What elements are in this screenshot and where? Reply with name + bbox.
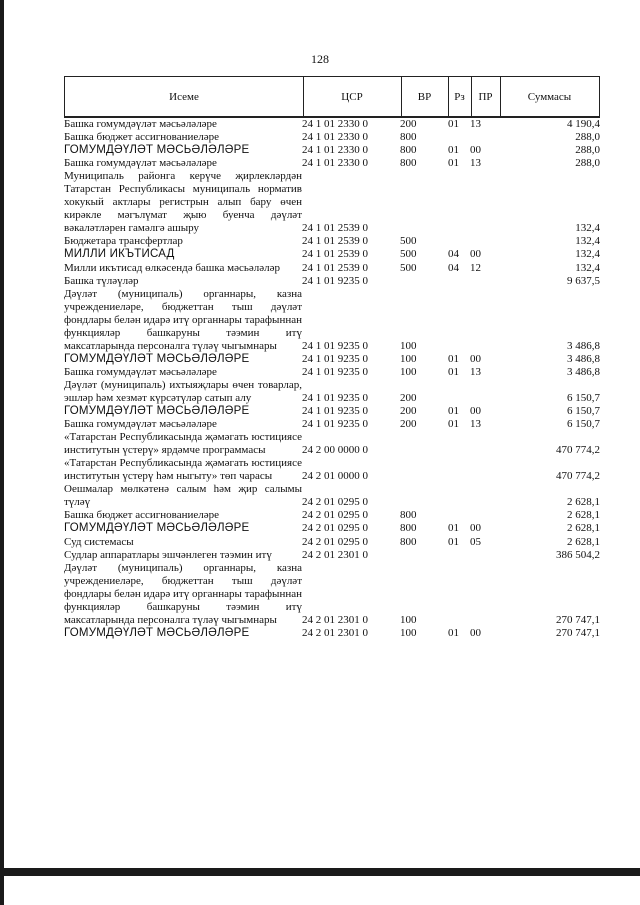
row-pr: 13 bbox=[470, 365, 481, 378]
row-vr: 100 bbox=[400, 365, 417, 378]
row-pr bbox=[470, 483, 502, 509]
row-sum: 470 774,2 bbox=[556, 444, 600, 457]
row-rz: 04 bbox=[448, 248, 459, 261]
row-rz bbox=[448, 431, 470, 457]
row-rz: 01 bbox=[448, 352, 459, 365]
table-row bbox=[64, 431, 600, 457]
row-name: Суд системасы bbox=[64, 535, 134, 548]
header-vr: ВР bbox=[417, 91, 432, 103]
row-name: Муниципаль районга керүче җирлекләрдән Татарстан Республикасы муниципаль норматив хокукый актлары регистрын алып бару өчен кирәкле мәгълүмат җыю буенча дәүләт вәкаләтләрен гамәлгә ашыру bbox=[64, 170, 302, 235]
row-sum: 132,4 bbox=[575, 261, 600, 274]
scan-edge-bottom bbox=[0, 868, 640, 876]
row-name: Башка гомумдәүләт мәсьәләләре bbox=[64, 418, 217, 431]
row-pr bbox=[470, 235, 502, 248]
row-sum: 132,4 bbox=[575, 235, 600, 248]
row-vr: 200 bbox=[400, 405, 417, 418]
row-csr: 24 1 01 2330 0 bbox=[302, 131, 368, 144]
row-name: Дәүләт (муниципаль) ихтыяҗлары өчен товарлар, эшләр һәм хезмәт күрсәтүләр сатып алу bbox=[64, 378, 302, 404]
row-name: «Татарстан Республикасында җәмәгать юстициясе институтын үстерү һәм ныгыту» төп чарасы bbox=[64, 457, 302, 483]
row-vr: 500 bbox=[400, 235, 417, 248]
row-vr: 800 bbox=[400, 157, 417, 170]
row-name: Дәүләт (муниципаль) органнары, казна учреждениеләре, бюджеттан тыш дәүләт фондлары белән идарә итү органнары тарафыннан функцияләр башкаруны тәэмин итү максатларында персоналга түләү чыгымнары bbox=[64, 287, 302, 352]
row-rz: 01 bbox=[448, 365, 459, 378]
row-vr: 200 bbox=[400, 391, 417, 404]
row-sum: 3 486,8 bbox=[567, 365, 600, 378]
table-header bbox=[64, 76, 600, 118]
row-pr: 00 bbox=[470, 626, 481, 639]
row-pr: 13 bbox=[470, 418, 481, 431]
row-vr: 500 bbox=[400, 261, 417, 274]
table-row bbox=[64, 262, 600, 275]
row-name: Бюджетара трансфертлар bbox=[64, 235, 183, 248]
table-row bbox=[64, 170, 600, 235]
table-row bbox=[64, 509, 600, 522]
row-rz bbox=[448, 562, 470, 627]
row-name: Башка гомумдәүләт мәсьәләләре bbox=[64, 157, 217, 170]
row-csr: 24 1 01 9235 0 bbox=[302, 365, 368, 378]
row-csr: 24 2 00 0000 0 bbox=[302, 444, 368, 457]
row-rz: 01 bbox=[448, 157, 459, 170]
budget-table bbox=[64, 118, 600, 640]
row-pr: 05 bbox=[470, 535, 481, 548]
header-rz: Рз bbox=[454, 91, 465, 103]
row-vr bbox=[400, 483, 448, 509]
row-sum: 270 747,1 bbox=[556, 626, 600, 639]
row-sum: 2 628,1 bbox=[567, 496, 600, 509]
row-name: Башка гомумдәүләт мәсьәләләре bbox=[64, 365, 217, 378]
row-sum: 470 774,2 bbox=[556, 470, 600, 483]
row-sum: 4 190,4 bbox=[567, 118, 600, 130]
row-pr bbox=[470, 431, 502, 457]
row-csr: 24 2 01 0000 0 bbox=[302, 470, 368, 483]
row-rz: 01 bbox=[448, 118, 459, 130]
row-pr bbox=[470, 379, 502, 405]
row-sum: 3 486,8 bbox=[567, 352, 600, 365]
row-csr: 24 1 01 9235 0 bbox=[302, 352, 368, 365]
row-csr: 24 1 01 2330 0 bbox=[302, 118, 368, 130]
row-rz bbox=[448, 483, 470, 509]
row-vr: 100 bbox=[400, 352, 417, 365]
row-rz bbox=[448, 288, 470, 353]
row-sum: 288,0 bbox=[575, 144, 600, 157]
table-row bbox=[64, 418, 600, 431]
row-vr: 500 bbox=[400, 248, 417, 261]
row-name: ГОМУМДӘҮЛӘТ МӘСЬӘЛӘЛӘРЕ bbox=[64, 522, 250, 535]
row-pr bbox=[470, 509, 502, 522]
row-name: ГОМУМДӘҮЛӘТ МӘСЬӘЛӘЛӘРЕ bbox=[64, 352, 250, 365]
row-sum: 288,0 bbox=[575, 157, 600, 170]
table-row bbox=[64, 131, 600, 144]
row-sum: 2 628,1 bbox=[567, 509, 600, 522]
row-pr: 13 bbox=[470, 118, 481, 130]
row-csr: 24 1 01 9235 0 bbox=[302, 339, 368, 352]
row-vr bbox=[400, 457, 448, 483]
table-row bbox=[64, 366, 600, 379]
table-row bbox=[64, 118, 600, 131]
row-pr: 00 bbox=[470, 522, 481, 535]
row-pr bbox=[470, 131, 502, 144]
row-vr bbox=[400, 275, 448, 288]
row-pr bbox=[470, 288, 502, 353]
row-name: Башка бюджет ассигнованиеләре bbox=[64, 131, 219, 144]
table-body bbox=[64, 118, 600, 640]
row-name: ГОМУМДӘҮЛӘТ МӘСЬӘЛӘЛӘРЕ bbox=[64, 144, 250, 157]
table-row bbox=[64, 248, 600, 261]
row-vr bbox=[400, 431, 448, 457]
row-rz bbox=[448, 275, 470, 288]
row-rz bbox=[448, 509, 470, 522]
row-rz: 01 bbox=[448, 405, 459, 418]
row-name: ГОМУМДӘҮЛӘТ МӘСЬӘЛӘЛӘРЕ bbox=[64, 626, 250, 639]
table-row bbox=[64, 275, 600, 288]
row-vr: 100 bbox=[400, 613, 417, 626]
row-sum: 2 628,1 bbox=[567, 522, 600, 535]
row-csr: 24 1 01 9235 0 bbox=[302, 418, 368, 431]
table-row bbox=[64, 405, 600, 418]
row-rz bbox=[448, 549, 470, 562]
row-rz: 01 bbox=[448, 522, 459, 535]
row-csr: 24 2 01 0295 0 bbox=[302, 496, 368, 509]
row-csr: 24 1 01 9235 0 bbox=[302, 274, 368, 287]
row-csr: 24 1 01 9235 0 bbox=[302, 405, 368, 418]
row-rz: 01 bbox=[448, 418, 459, 431]
row-pr: 00 bbox=[470, 352, 481, 365]
row-csr: 24 2 01 2301 0 bbox=[302, 626, 368, 639]
row-name: Башка түләүләр bbox=[64, 274, 139, 287]
row-csr: 24 1 01 2539 0 bbox=[302, 235, 368, 248]
row-rz bbox=[448, 457, 470, 483]
row-sum: 6 150,7 bbox=[567, 405, 600, 418]
table-row bbox=[64, 627, 600, 640]
table-row bbox=[64, 353, 600, 366]
row-csr: 24 2 01 0295 0 bbox=[302, 522, 368, 535]
row-vr bbox=[400, 549, 448, 562]
row-rz: 01 bbox=[448, 144, 459, 157]
row-csr: 24 1 01 2539 0 bbox=[302, 222, 368, 235]
row-pr: 12 bbox=[470, 261, 481, 274]
table-row bbox=[64, 536, 600, 549]
row-pr bbox=[470, 275, 502, 288]
row-name: Милли икътисад өлкәсендә башка мәсьәләләр bbox=[64, 261, 280, 274]
table-row bbox=[64, 144, 600, 157]
row-name: Башка бюджет ассигнованиеләре bbox=[64, 509, 219, 522]
table-row bbox=[64, 483, 600, 509]
header-csr: ЦСР bbox=[341, 91, 363, 103]
row-vr: 200 bbox=[400, 118, 417, 130]
row-name: Оешмалар мөлкәтенә салым һәм җир салымы түләү bbox=[64, 483, 302, 509]
row-vr: 800 bbox=[400, 535, 417, 548]
table-row bbox=[64, 522, 600, 535]
row-pr bbox=[470, 457, 502, 483]
row-sum: 9 637,5 bbox=[567, 274, 600, 287]
row-sum: 132,4 bbox=[575, 248, 600, 261]
row-name: Судлар аппаратлары эшчәнлеген тәэмин итү bbox=[64, 548, 272, 561]
header-pr: ПР bbox=[478, 91, 493, 103]
table-row bbox=[64, 157, 600, 170]
row-rz bbox=[448, 379, 470, 405]
row-sum: 270 747,1 bbox=[556, 613, 600, 626]
page-number: 128 bbox=[311, 52, 329, 66]
row-pr bbox=[470, 562, 502, 627]
row-sum: 6 150,7 bbox=[567, 391, 600, 404]
table-row bbox=[64, 457, 600, 483]
row-rz bbox=[448, 131, 470, 144]
row-pr bbox=[470, 170, 502, 235]
row-rz: 01 bbox=[448, 535, 459, 548]
row-vr bbox=[400, 170, 448, 235]
row-name: Башка гомумдәүләт мәсьәләләре bbox=[64, 118, 217, 130]
row-sum: 132,4 bbox=[575, 222, 600, 235]
scan-edge-left bbox=[0, 0, 4, 905]
table-row bbox=[64, 235, 600, 248]
row-pr: 00 bbox=[470, 405, 481, 418]
row-sum: 386 504,2 bbox=[556, 548, 600, 561]
row-name: МИЛЛИ ИКЪТИСАД bbox=[64, 248, 175, 261]
row-rz bbox=[448, 170, 470, 235]
table-row bbox=[64, 562, 600, 627]
row-rz: 01 bbox=[448, 626, 459, 639]
row-vr: 100 bbox=[400, 339, 417, 352]
table-row bbox=[64, 379, 600, 405]
row-sum: 6 150,7 bbox=[567, 418, 600, 431]
row-name: Дәүләт (муниципаль) органнары, казна учреждениеләре, бюджеттан тыш дәүләт фондлары белән идарә итү органнары тарафыннан функцияләр башкаруны тәэмин итү максатларында персоналга түләү чыгымнары bbox=[64, 561, 302, 626]
row-pr bbox=[470, 549, 502, 562]
row-sum: 2 628,1 bbox=[567, 535, 600, 548]
row-vr: 200 bbox=[400, 418, 417, 431]
row-pr: 00 bbox=[470, 248, 481, 261]
row-vr: 100 bbox=[400, 626, 417, 639]
row-csr: 24 2 01 2301 0 bbox=[302, 548, 368, 561]
row-pr: 13 bbox=[470, 157, 481, 170]
row-csr: 24 2 01 0295 0 bbox=[302, 509, 368, 522]
row-vr: 800 bbox=[400, 131, 417, 144]
row-csr: 24 1 01 2330 0 bbox=[302, 157, 368, 170]
row-rz: 04 bbox=[448, 261, 459, 274]
row-vr: 800 bbox=[400, 144, 417, 157]
row-name: «Татарстан Республикасында җәмәгать юстициясе институтын үстерү» ярдәмче программасы bbox=[64, 431, 302, 457]
row-csr: 24 1 01 9235 0 bbox=[302, 391, 368, 404]
row-csr: 24 2 01 0295 0 bbox=[302, 535, 368, 548]
row-csr: 24 1 01 2539 0 bbox=[302, 248, 368, 261]
row-csr: 24 1 01 2330 0 bbox=[302, 144, 368, 157]
row-name: ГОМУМДӘҮЛӘТ МӘСЬӘЛӘЛӘРЕ bbox=[64, 405, 250, 418]
row-rz bbox=[448, 235, 470, 248]
header-name: Исеме bbox=[169, 91, 199, 103]
header-sum: Суммасы bbox=[527, 91, 572, 103]
row-vr: 800 bbox=[400, 509, 417, 522]
row-sum: 3 486,8 bbox=[567, 339, 600, 352]
row-csr: 24 2 01 2301 0 bbox=[302, 613, 368, 626]
table-row bbox=[64, 288, 600, 353]
table-row bbox=[64, 549, 600, 562]
row-pr: 00 bbox=[470, 144, 481, 157]
row-vr: 800 bbox=[400, 522, 417, 535]
row-sum: 288,0 bbox=[575, 131, 600, 144]
row-csr: 24 1 01 2539 0 bbox=[302, 261, 368, 274]
